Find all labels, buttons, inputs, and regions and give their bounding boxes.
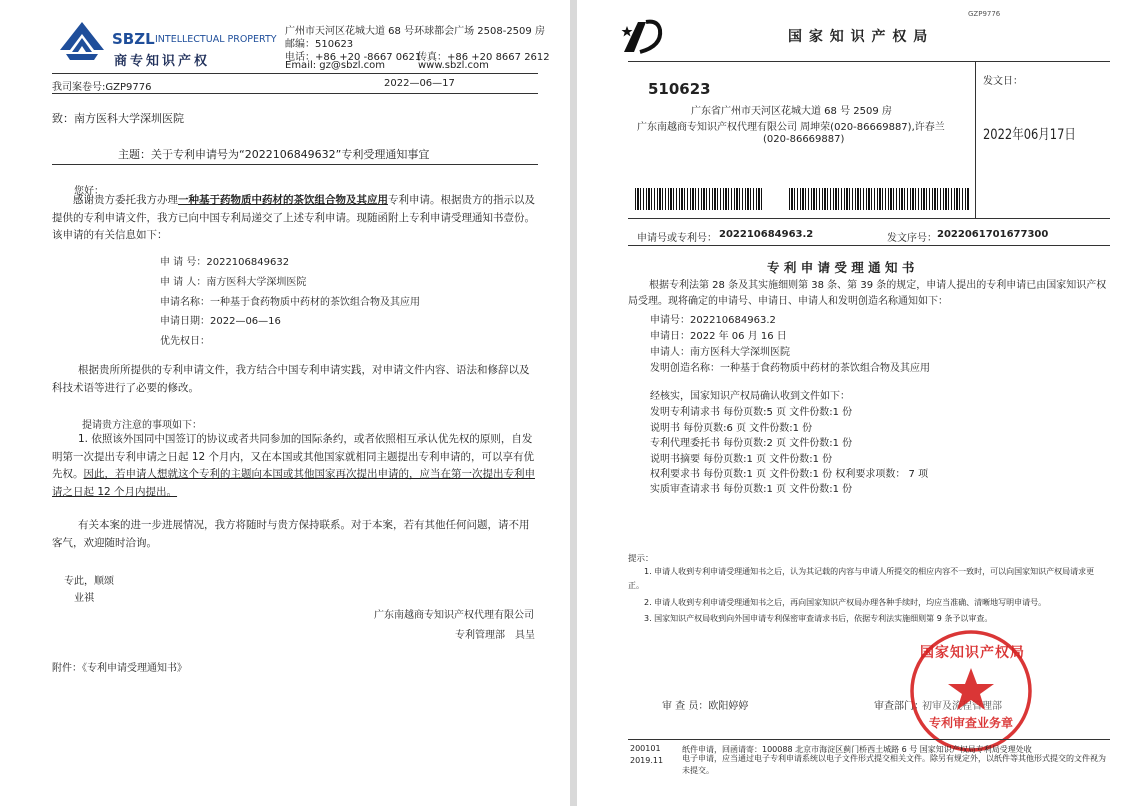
department-label: 审查部门： xyxy=(874,701,924,712)
closing-line-1: 专此，顺颂 xyxy=(64,576,114,587)
agency-letter-page xyxy=(0,0,570,806)
barcode-right xyxy=(789,188,969,210)
tip-3: 3. 国家知识产权局收到向外国申请专利保密审查请求书后，依据专利法实施细则第 9 条予以审查。 xyxy=(644,614,993,623)
info-title: 申请名称：一种基于食药物质中药材的茶饮组合物及其应用 xyxy=(160,297,420,308)
tips-heading: 提示： xyxy=(628,554,654,564)
info-priority: 优先权日： xyxy=(160,336,210,347)
letter-subject: 主题：关于专利申请号为“2022106849632”专利受理通知事宜 xyxy=(118,148,430,161)
notice-paragraph xyxy=(52,431,538,501)
notice-heading: 提请贵方注意的事项如下： xyxy=(82,420,202,431)
intro-paragraph xyxy=(52,192,538,245)
subject-rule xyxy=(52,164,538,165)
field-invention-title: 发明创造名称：一种基于食药物质中药材的茶饮组合物及其应用 xyxy=(650,363,930,374)
cnipa-notice-page xyxy=(577,0,1147,806)
barcode-left xyxy=(635,188,764,210)
letterhead-phone: 电话：+86 +20 -8667 0621 xyxy=(285,52,422,63)
corner-reference: GZP9776 xyxy=(968,10,1001,18)
sbzl-logo-icon xyxy=(58,20,106,66)
attachment-line: 附件：《专利申请受理通知书》 xyxy=(52,663,187,674)
recipient: 致：南方医科大学深圳医院 xyxy=(52,112,184,125)
received-doc-1: 发明专利请求书 每份页数:5 页 文件份数:1 份 xyxy=(650,407,853,418)
department-value: 初审及流程管理部 xyxy=(922,701,1002,712)
info-date: 申请日期：2022—06—16 xyxy=(160,316,281,327)
greeting: 您好： xyxy=(74,186,104,197)
seal-arc-text: 国家知识产权局 xyxy=(920,645,1025,661)
doc-serial-label: 发文序号： xyxy=(887,233,937,244)
examiner: 审 查 员：欧阳婷婷 xyxy=(662,701,749,712)
address-line-1: 广东省广州市天河区花城大道 68 号 2509 房 xyxy=(691,106,892,117)
office-name: 国 家 知 识 产 权 局 xyxy=(788,29,929,45)
received-doc-4: 说明书摘要 每份页数:1 页 文件份数:1 份 xyxy=(650,454,833,465)
address-line-2: 广东南越商专知识产权代理有限公司 周坤荣(020-86669887),许春兰 xyxy=(637,122,945,133)
received-doc-6: 实质审查请求书 每份页数:1 页 文件份数:1 份 xyxy=(650,484,853,495)
signature-organization: 广东南越商专知识产权代理有限公司 xyxy=(374,610,534,621)
letterhead-fax: 传真：+86 +20 8667 2612 xyxy=(417,52,550,63)
issue-date: 2022年06月17日 xyxy=(983,127,1076,143)
info-application-no: 申 请 号：2022106849632 xyxy=(160,257,290,268)
footer-electronic-notice: 电子申请，应当通过电子专利申请系统以电子文件形式提交相关文件。除另有规定外，以纸件等其他形式提交的文件视为未提交。 xyxy=(682,754,1106,775)
brand-name: SBZL xyxy=(112,30,155,48)
footer-form-code: 200101 xyxy=(630,744,661,753)
notice-underlined: 因此，若申请人想就这个专利的主题向本国或其他国家再次提出申请的，应当在第一次提出专利申请之日起 12 个月内提出。 xyxy=(52,468,535,498)
letterhead-postcode: 邮编：510623 xyxy=(285,39,354,50)
received-docs-intro: 经核实，国家知识产权局确认收到文件如下： xyxy=(650,391,850,402)
field-filing-date: 申请日：2022 年 06 月 16 日 xyxy=(650,331,787,342)
address-line-3: (020-86669887) xyxy=(763,134,845,145)
intro-prefix: 感谢贵方委托我方办理 xyxy=(73,194,178,206)
letterhead-address: 广州市天河区花城大道 68 号环球都会广场 2508-2509 房 xyxy=(285,26,545,37)
frame-middle xyxy=(628,218,1110,219)
application-no-label: 申请号或专利号： xyxy=(637,233,717,244)
letterhead-web: www.sbzl.com xyxy=(418,60,489,71)
header-rule xyxy=(52,73,538,74)
letter-date: 2022—06—17 xyxy=(384,78,455,89)
field-applicant: 申请人：南方医科大学深圳医院 xyxy=(650,347,790,358)
footer-rule xyxy=(628,739,1110,740)
issue-date-label: 发文日： xyxy=(983,76,1023,87)
closing-line-2: 业祺 xyxy=(74,593,94,604)
cnipa-emblem-icon xyxy=(620,16,666,56)
letterhead-email: Email: gz@sbzl.com xyxy=(285,60,386,71)
company-logo xyxy=(58,20,277,70)
frame-top xyxy=(628,61,1110,62)
official-seal xyxy=(908,628,1034,754)
signature-department: 专利管理部 具呈 xyxy=(455,630,535,641)
notice-body: 根据专利法第 28 条及其实施细则第 38 条、第 39 条的规定，申请人提出的专利申请已由国家知识产权局受理。现将确定的申请号、申请日、申请人和发明创造名称通知如下： xyxy=(628,280,1107,307)
case-reference: 我司案卷号:GZP9776 xyxy=(52,82,152,93)
invention-title-highlight: 一种基于药物质中药材的茶饮组合物及其应用 xyxy=(178,194,388,206)
tip-1: 1. 申请人收到专利申请受理通知书之后，认为其记载的内容与申请人所提交的相应内容不一致时，可以向国家知识产权局请求更正。 xyxy=(628,567,1095,590)
frame-bottom xyxy=(628,245,1110,246)
address-postcode: 510623 xyxy=(648,80,711,98)
info-applicant: 申 请 人：南方医科大学深圳医院 xyxy=(160,277,307,288)
brand-name-en: INTELLECTUAL PROPERTY xyxy=(155,34,277,45)
tip-2: 2. 申请人收到专利申请受理通知书之后，再向国家知识产权局办理各种手续时，均应当准确、清晰地写明申请号。 xyxy=(644,598,1047,607)
intro-suffix: 专利申请。根据贵方的指示以及提供的专利申请文件，我方已向中国专利局递交了上述专利申请。现随函附上专利申请受理通知书壹份。该申请的有关信息如下： xyxy=(52,194,535,241)
application-no: 202210684963.2 xyxy=(719,229,814,240)
ref-rule xyxy=(52,93,538,94)
footer-mail-notice: 纸件申请，回函请寄：100088 北京市海淀区蓟门桥西土城路 6 号 国家知识产权局专利局受理处收 xyxy=(682,745,1032,754)
doc-serial-no: 2022061701677300 xyxy=(937,229,1049,240)
field-application-no: 申请号：202210684963.2 xyxy=(650,315,776,326)
footer-form-version: 2019.11 xyxy=(630,756,664,765)
revision-paragraph: 根据贵所所提供的专利申请文件，我方结合中国专利申请实践，对申请文件内容、语法和修辞以及科技术语等进行了必要的修改。 xyxy=(52,364,530,394)
received-doc-5: 权利要求书 每份页数:1 页 文件份数:1 份 权利要求项数： 7 项 xyxy=(650,469,929,480)
frame-divider xyxy=(975,61,976,218)
followup-paragraph: 有关本案的进一步进展情况，我方将随时与贵方保持联系。对于本案，若有其他任何问题，请不用客气，欢迎随时洽询。 xyxy=(52,519,530,549)
received-doc-2: 说明书 每份页数:6 页 文件份数:1 份 xyxy=(650,423,813,434)
received-doc-3: 专利代理委托书 每份页数:2 页 文件份数:1 份 xyxy=(650,438,853,449)
notice-text: 1. 依照该外国同中国签订的协议或者共同参加的国际条约，或者依照相互承认优先权的原则，自发明第一次提出专利申请之日起 12 个月内，又在本国或其他国家就相同主题提出专利申请的，可以享有优先权。 xyxy=(52,433,535,480)
seal-bottom-text: 专利审查业务章 xyxy=(928,716,1013,730)
page-gutter xyxy=(570,0,577,806)
brand-name-cn: 商专知识产权 xyxy=(114,54,211,69)
notice-title: 专 利 申 请 受 理 通 知 书 xyxy=(767,260,915,275)
